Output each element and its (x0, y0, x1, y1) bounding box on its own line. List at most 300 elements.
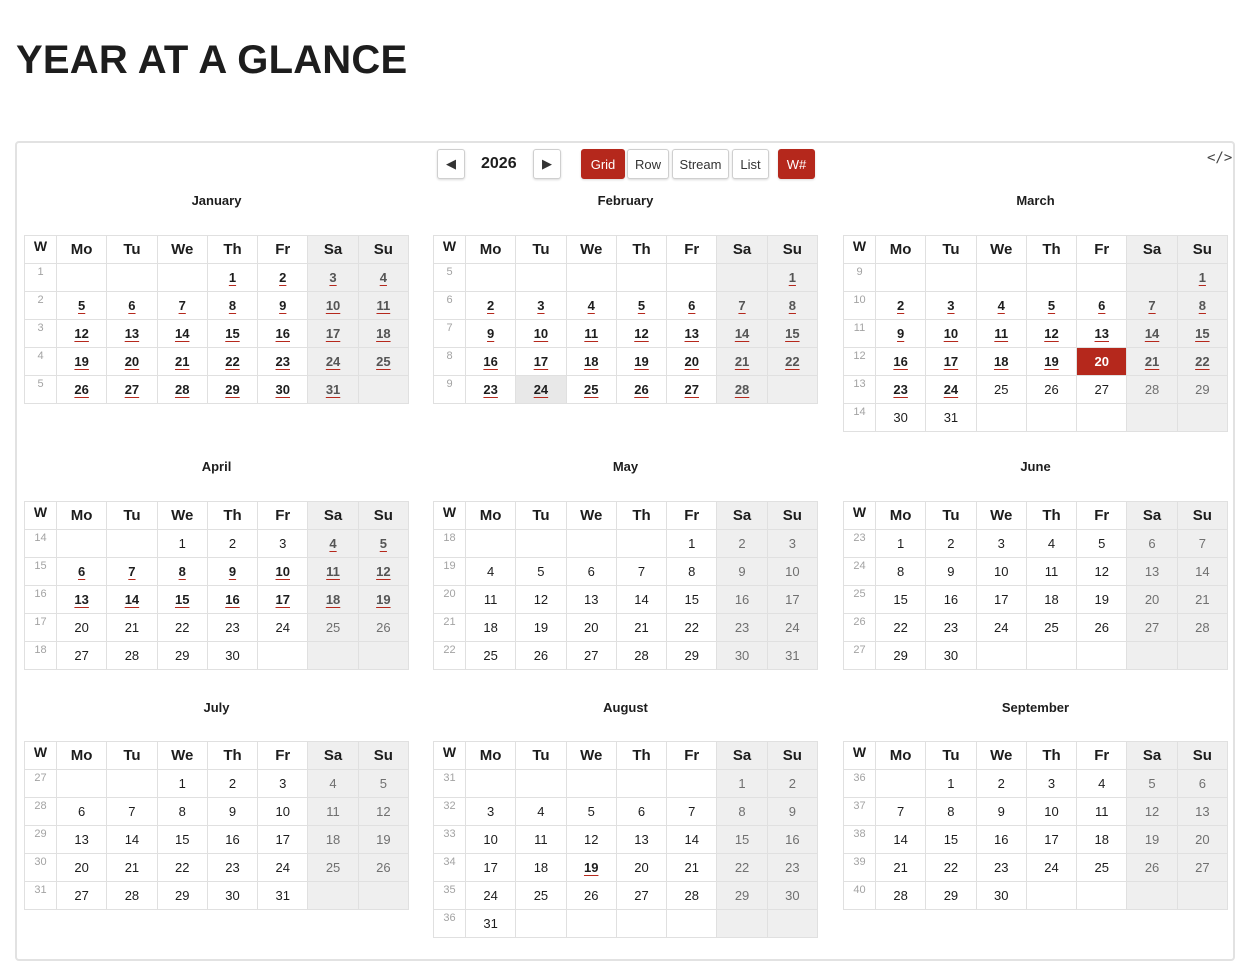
day-cell[interactable] (667, 586, 717, 614)
day-cell[interactable] (1026, 586, 1076, 614)
day-cell[interactable] (717, 798, 767, 826)
day-cell[interactable] (876, 376, 926, 404)
day-cell[interactable] (926, 530, 976, 558)
day-cell[interactable] (1026, 558, 1076, 586)
day-cell[interactable] (616, 586, 666, 614)
day-cell[interactable] (157, 376, 207, 404)
day-cell[interactable] (1026, 320, 1076, 348)
day-cell[interactable] (926, 558, 976, 586)
day-cell[interactable] (308, 798, 358, 826)
day-cell[interactable] (308, 348, 358, 376)
day-cell[interactable] (1127, 558, 1177, 586)
day-cell[interactable] (1177, 798, 1227, 826)
day-cell[interactable] (767, 882, 817, 910)
day-cell[interactable] (207, 376, 257, 404)
day-cell[interactable] (1077, 798, 1127, 826)
day-cell[interactable] (358, 348, 408, 376)
day-cell[interactable] (258, 558, 308, 586)
day-cell[interactable] (358, 264, 408, 292)
day-cell[interactable] (616, 854, 666, 882)
day-cell[interactable] (258, 320, 308, 348)
day-cell[interactable] (258, 770, 308, 798)
day-cell[interactable] (516, 854, 566, 882)
day-cell[interactable] (717, 642, 767, 670)
day-cell[interactable] (466, 910, 516, 938)
day-cell[interactable] (258, 348, 308, 376)
day-cell[interactable] (876, 586, 926, 614)
day-cell[interactable] (1077, 292, 1127, 320)
day-cell[interactable] (57, 642, 107, 670)
day-cell[interactable] (258, 264, 308, 292)
day-cell[interactable] (258, 798, 308, 826)
day-cell[interactable] (566, 798, 616, 826)
day-number: 24 (1044, 860, 1059, 875)
day-cell[interactable] (1127, 292, 1177, 320)
day-cell[interactable] (976, 558, 1026, 586)
day-cell[interactable] (667, 826, 717, 854)
day-cell[interactable] (616, 642, 666, 670)
day-cell[interactable] (107, 882, 157, 910)
day-cell[interactable] (207, 530, 257, 558)
day-cell[interactable] (1127, 348, 1177, 376)
day-cell[interactable] (616, 376, 666, 404)
day-cell[interactable] (466, 558, 516, 586)
day-cell[interactable] (926, 826, 976, 854)
day-cell[interactable] (1026, 854, 1076, 882)
day-cell[interactable] (667, 642, 717, 670)
empty-cell (516, 770, 566, 798)
day-cell[interactable] (466, 642, 516, 670)
day-cell[interactable] (516, 642, 566, 670)
day-cell[interactable] (516, 376, 566, 404)
day-cell[interactable] (207, 770, 257, 798)
day-cell[interactable] (207, 826, 257, 854)
day-cell[interactable] (566, 826, 616, 854)
day-cell[interactable] (258, 586, 308, 614)
day-cell[interactable] (976, 376, 1026, 404)
day-cell[interactable] (207, 292, 257, 320)
day-cell[interactable] (717, 292, 767, 320)
day-cell[interactable] (1077, 770, 1127, 798)
day-cell[interactable] (107, 826, 157, 854)
day-cell[interactable] (308, 530, 358, 558)
day-cell[interactable] (466, 854, 516, 882)
day-cell[interactable] (1177, 264, 1227, 292)
week-row (25, 586, 409, 614)
day-cell[interactable] (1127, 586, 1177, 614)
day-cell[interactable] (876, 320, 926, 348)
day-cell[interactable] (157, 882, 207, 910)
day-cell[interactable] (207, 586, 257, 614)
day-cell[interactable] (57, 292, 107, 320)
day-cell[interactable] (767, 530, 817, 558)
weekday-header: We (157, 236, 207, 264)
day-cell[interactable] (717, 530, 767, 558)
day-cell[interactable] (976, 614, 1026, 642)
day-cell[interactable] (1026, 348, 1076, 376)
day-cell[interactable] (717, 826, 767, 854)
day-cell[interactable] (767, 586, 817, 614)
day-cell[interactable] (466, 348, 516, 376)
day-cell[interactable] (717, 614, 767, 642)
day-cell[interactable] (516, 882, 566, 910)
next-year-button[interactable]: ▶ (533, 149, 561, 179)
day-cell[interactable] (57, 586, 107, 614)
day-cell[interactable] (1177, 586, 1227, 614)
day-cell[interactable] (107, 558, 157, 586)
day-cell[interactable] (876, 798, 926, 826)
day-cell[interactable] (1026, 530, 1076, 558)
day-cell[interactable] (566, 376, 616, 404)
day-cell[interactable] (57, 320, 107, 348)
day-cell[interactable] (107, 586, 157, 614)
day-cell[interactable] (717, 770, 767, 798)
day-cell[interactable] (976, 770, 1026, 798)
day-cell[interactable] (516, 292, 566, 320)
day-cell[interactable] (566, 320, 616, 348)
day-cell[interactable] (358, 770, 408, 798)
day-cell[interactable] (157, 292, 207, 320)
day-cell[interactable] (466, 376, 516, 404)
day-cell[interactable] (358, 854, 408, 882)
day-cell[interactable] (157, 558, 207, 586)
code-icon[interactable]: </> (1207, 150, 1233, 166)
day-cell[interactable] (258, 376, 308, 404)
day-cell[interactable] (516, 614, 566, 642)
day-cell[interactable] (107, 348, 157, 376)
day-cell[interactable] (566, 586, 616, 614)
day-cell[interactable] (207, 558, 257, 586)
day-cell[interactable] (566, 292, 616, 320)
day-cell[interactable] (876, 348, 926, 376)
day-cell[interactable] (207, 614, 257, 642)
day-cell[interactable] (1077, 586, 1127, 614)
view-stream-button[interactable]: Stream (672, 149, 729, 179)
day-cell[interactable] (57, 798, 107, 826)
day-cell[interactable] (926, 404, 976, 432)
week-row (434, 586, 818, 614)
day-cell[interactable] (157, 348, 207, 376)
day-cell[interactable] (976, 348, 1026, 376)
day-cell[interactable] (767, 614, 817, 642)
day-cell[interactable] (926, 770, 976, 798)
day-cell[interactable] (717, 376, 767, 404)
day-cell[interactable] (308, 854, 358, 882)
day-cell[interactable] (207, 882, 257, 910)
day-cell[interactable] (667, 614, 717, 642)
day-cell[interactable] (976, 530, 1026, 558)
day-cell[interactable] (107, 854, 157, 882)
day-cell[interactable] (566, 614, 616, 642)
day-cell[interactable] (926, 798, 976, 826)
day-cell[interactable] (717, 586, 767, 614)
month-title: August (603, 700, 648, 715)
day-cell[interactable] (1026, 614, 1076, 642)
day-cell[interactable] (767, 770, 817, 798)
day-number: 21 (174, 354, 190, 369)
day-cell[interactable] (667, 320, 717, 348)
day-cell[interactable] (566, 882, 616, 910)
day-cell[interactable] (1177, 376, 1227, 404)
day-cell[interactable] (1177, 770, 1227, 798)
day-cell[interactable] (107, 376, 157, 404)
day-cell[interactable] (157, 530, 207, 558)
day-cell[interactable] (616, 320, 666, 348)
day-cell[interactable] (566, 558, 616, 586)
day-cell[interactable] (1077, 558, 1127, 586)
day-cell[interactable] (207, 798, 257, 826)
day-cell[interactable] (258, 614, 308, 642)
day-cell[interactable] (767, 558, 817, 586)
day-cell[interactable] (516, 320, 566, 348)
day-cell[interactable] (516, 558, 566, 586)
day-cell[interactable] (767, 320, 817, 348)
day-cell[interactable] (976, 320, 1026, 348)
day-cell[interactable] (616, 348, 666, 376)
day-cell[interactable] (1077, 320, 1127, 348)
day-cell[interactable] (157, 798, 207, 826)
day-cell[interactable] (667, 882, 717, 910)
day-cell[interactable] (926, 854, 976, 882)
day-cell[interactable] (876, 854, 926, 882)
day-cell[interactable] (616, 292, 666, 320)
view-row-button[interactable]: Row (627, 149, 669, 179)
day-cell[interactable] (667, 376, 717, 404)
day-cell[interactable] (566, 854, 616, 882)
day-cell[interactable] (57, 558, 107, 586)
day-cell[interactable] (616, 614, 666, 642)
day-cell[interactable] (1177, 854, 1227, 882)
day-cell[interactable] (157, 770, 207, 798)
day-cell[interactable] (616, 826, 666, 854)
day-cell[interactable] (207, 642, 257, 670)
day-cell[interactable] (976, 292, 1026, 320)
day-cell[interactable] (566, 642, 616, 670)
day-cell[interactable] (466, 826, 516, 854)
day-cell[interactable] (466, 586, 516, 614)
day-cell[interactable] (207, 320, 257, 348)
day-cell[interactable] (308, 586, 358, 614)
day-cell[interactable] (1127, 798, 1177, 826)
day-number: 25 (325, 860, 341, 875)
day-cell[interactable] (667, 558, 717, 586)
day-cell[interactable] (976, 854, 1026, 882)
day-cell[interactable] (57, 882, 107, 910)
day-cell[interactable] (876, 292, 926, 320)
day-cell[interactable] (107, 798, 157, 826)
day-cell[interactable] (1026, 376, 1076, 404)
day-cell[interactable] (926, 348, 976, 376)
day-cell[interactable] (1177, 826, 1227, 854)
day-cell[interactable] (1127, 320, 1177, 348)
day-cell[interactable] (466, 320, 516, 348)
day-cell[interactable] (1127, 826, 1177, 854)
day-cell[interactable] (876, 882, 926, 910)
day-cell[interactable] (258, 292, 308, 320)
day-cell[interactable] (57, 348, 107, 376)
day-cell[interactable] (1127, 770, 1177, 798)
day-cell[interactable] (717, 558, 767, 586)
week-number: 13 (844, 376, 876, 404)
day-cell[interactable] (258, 882, 308, 910)
day-cell[interactable] (107, 642, 157, 670)
day-cell[interactable] (926, 614, 976, 642)
today-cell[interactable] (1077, 348, 1127, 376)
day-cell[interactable] (717, 882, 767, 910)
day-cell[interactable] (667, 292, 717, 320)
day-cell[interactable] (717, 854, 767, 882)
day-cell[interactable] (308, 264, 358, 292)
day-cell[interactable] (1077, 854, 1127, 882)
day-number: 24 (483, 888, 498, 903)
day-cell[interactable] (308, 320, 358, 348)
day-cell[interactable] (926, 586, 976, 614)
day-cell[interactable] (207, 854, 257, 882)
day-cell[interactable] (57, 854, 107, 882)
day-cell[interactable] (308, 292, 358, 320)
day-cell[interactable] (1026, 770, 1076, 798)
day-cell[interactable] (667, 530, 717, 558)
day-cell[interactable] (308, 614, 358, 642)
day-cell[interactable] (976, 882, 1026, 910)
day-cell[interactable] (358, 530, 408, 558)
prev-year-button[interactable]: ◀ (437, 149, 465, 179)
day-cell[interactable] (876, 642, 926, 670)
day-cell[interactable] (107, 320, 157, 348)
day-cell[interactable] (767, 854, 817, 882)
day-cell[interactable] (258, 826, 308, 854)
day-cell[interactable] (767, 798, 817, 826)
day-cell[interactable] (1077, 826, 1127, 854)
day-cell[interactable] (1026, 798, 1076, 826)
day-cell[interactable] (926, 376, 976, 404)
day-cell[interactable] (358, 320, 408, 348)
day-cell[interactable] (1026, 292, 1076, 320)
day-cell[interactable] (516, 826, 566, 854)
day-cell[interactable] (358, 826, 408, 854)
day-cell[interactable] (57, 376, 107, 404)
day-cell[interactable] (1077, 614, 1127, 642)
week-row (25, 826, 409, 854)
day-number: 4 (1047, 536, 1056, 551)
day-cell[interactable] (57, 826, 107, 854)
day-cell[interactable] (308, 770, 358, 798)
day-cell[interactable] (717, 320, 767, 348)
day-cell[interactable] (616, 798, 666, 826)
day-cell[interactable] (1177, 530, 1227, 558)
day-cell[interactable] (926, 320, 976, 348)
day-cell[interactable] (616, 882, 666, 910)
day-cell[interactable] (358, 586, 408, 614)
day-cell[interactable] (107, 614, 157, 642)
day-cell[interactable] (976, 798, 1026, 826)
empty-cell (1026, 404, 1076, 432)
day-cell[interactable] (358, 558, 408, 586)
day-cell[interactable] (358, 614, 408, 642)
day-cell[interactable] (1077, 376, 1127, 404)
day-cell[interactable] (466, 882, 516, 910)
day-cell[interactable] (926, 882, 976, 910)
day-cell[interactable] (157, 614, 207, 642)
day-cell[interactable] (308, 558, 358, 586)
day-cell[interactable] (516, 348, 566, 376)
day-cell[interactable] (1177, 292, 1227, 320)
day-cell[interactable] (1127, 530, 1177, 558)
day-cell[interactable] (157, 826, 207, 854)
day-cell[interactable] (876, 530, 926, 558)
day-cell[interactable] (876, 614, 926, 642)
day-cell[interactable] (466, 614, 516, 642)
weekday-header: Su (358, 236, 408, 264)
day-cell[interactable] (308, 826, 358, 854)
day-cell[interactable] (926, 642, 976, 670)
day-cell[interactable] (667, 348, 717, 376)
day-cell[interactable] (717, 348, 767, 376)
day-cell[interactable] (258, 530, 308, 558)
day-cell[interactable] (157, 320, 207, 348)
weekday-header: Tu (926, 502, 976, 530)
day-cell[interactable] (767, 348, 817, 376)
day-cell[interactable] (308, 376, 358, 404)
day-cell[interactable] (976, 826, 1026, 854)
view-grid-button[interactable]: Grid (581, 149, 625, 179)
week-numbers-toggle[interactable]: W# (778, 149, 815, 179)
day-cell[interactable] (157, 854, 207, 882)
day-cell[interactable] (57, 614, 107, 642)
day-cell[interactable] (767, 264, 817, 292)
day-cell[interactable] (358, 292, 408, 320)
day-cell[interactable] (1177, 320, 1227, 348)
month-title: May (612, 459, 639, 474)
day-cell[interactable] (876, 558, 926, 586)
day-cell[interactable] (157, 642, 207, 670)
day-cell[interactable] (207, 264, 257, 292)
day-cell[interactable] (926, 292, 976, 320)
day-cell[interactable] (207, 348, 257, 376)
day-cell[interactable] (976, 586, 1026, 614)
day-cell[interactable] (667, 854, 717, 882)
view-list-button[interactable]: List (732, 149, 769, 179)
day-cell[interactable] (258, 854, 308, 882)
day-cell[interactable] (107, 292, 157, 320)
day-cell[interactable] (1177, 558, 1227, 586)
weekday-header: Tu (516, 502, 566, 530)
day-cell[interactable] (1077, 530, 1127, 558)
day-cell[interactable] (767, 292, 817, 320)
day-cell[interactable] (1127, 854, 1177, 882)
day-cell[interactable] (667, 798, 717, 826)
day-cell[interactable] (566, 348, 616, 376)
day-number: 16 (483, 354, 498, 369)
day-cell[interactable] (1177, 614, 1227, 642)
day-cell[interactable] (1177, 348, 1227, 376)
year-label: 2026 (481, 155, 517, 172)
day-cell[interactable] (616, 558, 666, 586)
day-cell[interactable] (1127, 376, 1177, 404)
day-cell[interactable] (876, 826, 926, 854)
day-cell[interactable] (516, 798, 566, 826)
day-cell[interactable] (767, 642, 817, 670)
day-cell[interactable] (466, 292, 516, 320)
day-cell[interactable] (876, 404, 926, 432)
day-cell[interactable] (157, 586, 207, 614)
day-cell[interactable] (1026, 826, 1076, 854)
day-cell[interactable] (516, 586, 566, 614)
day-cell[interactable] (767, 826, 817, 854)
day-cell[interactable] (358, 798, 408, 826)
day-cell[interactable] (466, 798, 516, 826)
day-cell[interactable] (1127, 614, 1177, 642)
